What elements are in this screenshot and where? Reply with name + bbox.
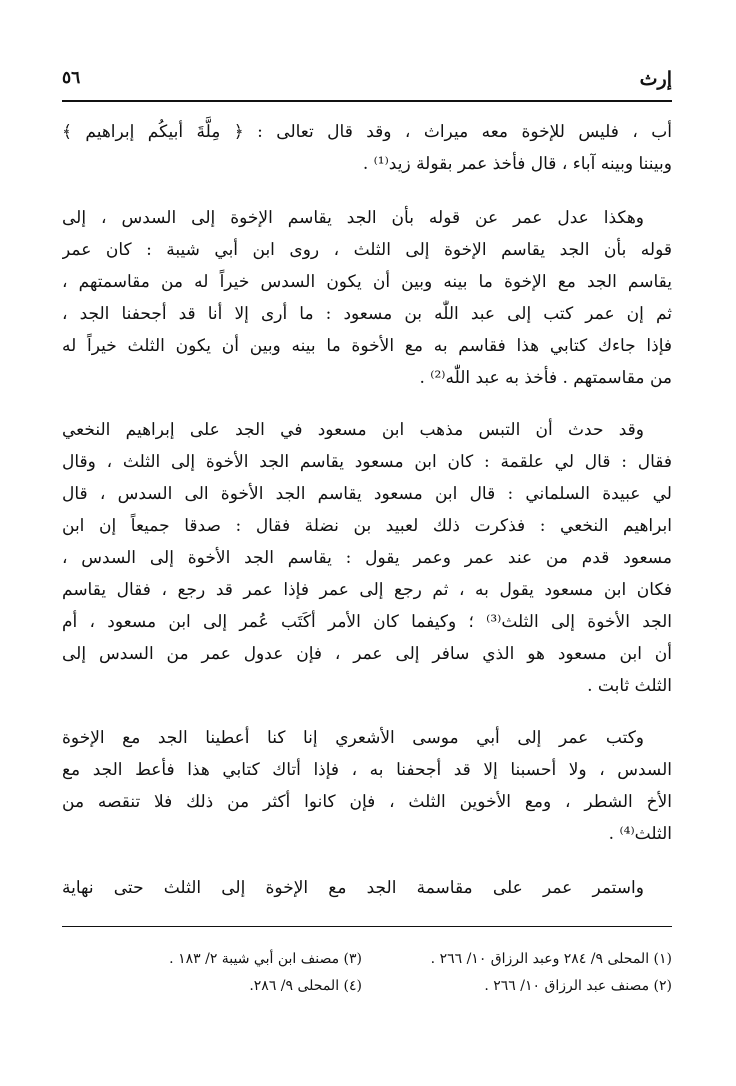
footnotes-column-left	[62, 946, 362, 1000]
footnotes-column-right	[372, 946, 672, 1000]
text-line: الثلث⁽⁴⁾ .	[608, 824, 672, 844]
text-line: الثلث ثابت .	[587, 676, 672, 696]
text-line: واستمر عمر على مقاسمة الجد مع الإخوة إلى الثلث حتى نهاية	[62, 878, 644, 898]
text-line: لي عبيدة السلماني : قال ابن مسعود يقاسم الجد الأخوة الى السدس ، قال	[62, 484, 672, 504]
text-line: وبيننا وبينه آباء ، قال فأخذ عمر بقولة زيد⁽¹⁾ .	[362, 154, 672, 174]
paragraph-5	[62, 872, 672, 904]
paragraph-2	[62, 202, 672, 394]
footnote-divider	[62, 926, 672, 927]
text-line: وهكذا عدل عمر عن قوله بأن الجد يقاسم الإخوة إلى السدس ، إلى	[62, 208, 644, 228]
header-divider	[62, 100, 672, 102]
text-line: فإذا جاءك كتابي هذا فقاسم به مع الأخوة ما بينه وبين أن يكون الثلث خيراً له	[62, 336, 672, 356]
paragraph-4	[62, 722, 672, 850]
footnote-4: (٤) المحلى ٩/ ٢٨٦.	[249, 978, 362, 994]
paragraph-3	[62, 414, 672, 702]
text-line: أب ، فليس للإخوة معه ميراث ، وقد قال تعالى : ﴿ مِلَّةَ أبيكُم إبراهيم ﴾	[62, 122, 672, 142]
main-text	[62, 116, 672, 904]
text-line: قوله بأن الجد يقاسم الإخوة إلى الثلث ، روى ابن أبي شيبة : كان عمر	[62, 240, 672, 260]
running-head-title: إرث	[639, 68, 672, 90]
text-line: وكتب عمر إلى أبي موسى الأشعري إنا كنا أعطينا الجد مع الإخوة	[62, 728, 644, 748]
text-line: الجد الأخوة إلى الثلث⁽³⁾ ؛ وكيفما كان الأمر أكَتَب عُمر إلى ابن مسعود ، أم	[62, 612, 672, 632]
page-number: ٥٦	[62, 68, 81, 88]
text-line: السدس ، ولا أحسبنا إلا قد أجحفنا به ، فإذا أتاك كتابي هذا فأعط الجد مع	[62, 760, 672, 780]
text-line: فكان ابن مسعود يقول به ، ثم رجع إلى عمر فإذا عمر قد رجع ، فقال يقاسم	[62, 580, 672, 600]
footnote-1: (١) المحلى ٩/ ٢٨٤ وعبد الرزاق ١٠/ ٢٦٦ .	[430, 951, 672, 967]
text-line: فقال : قال لي علقمة : كان ابن مسعود يقاسم الجد الأخوة إلى الثلث ، وقال	[62, 452, 672, 472]
text-line: ابراهيم النخعي : فذكرت ذلك لعبيد بن نضلة فقال : صدقا جميعاً إن ابن	[62, 516, 672, 536]
text-line: وقد حدث أن التبس مذهب ابن مسعود في الجد على إبراهيم النخعي	[62, 420, 644, 440]
text-line: الأخ الشطر ، ومع الأخوين الثلث ، فإن كانوا أكثر من ذلك فلا تنقصه من	[62, 792, 672, 812]
footnote-2: (٢) مصنف عبد الرزاق ١٠/ ٢٦٦ .	[484, 978, 672, 994]
text-line: من مقاسمتهم . فأخذ به عبد اللّٰه⁽²⁾ .	[419, 368, 672, 388]
page-header	[62, 68, 672, 96]
text-line: أن ابن مسعود هو الذي سافر إلى عمر ، فإن عدول عمر من السدس إلى	[62, 644, 672, 664]
text-line: مسعود قدم من عند عمر وعمر يقول : يقاسم الجد الأخوة إلى السدس ،	[62, 548, 672, 568]
text-line: ثم إن عمر كتب إلى عبد اللّٰه بن مسعود : ما أرى إلا أنا قد أجحفنا الجد ،	[62, 304, 672, 324]
text-line: يقاسم الجد مع الإخوة ما بينه وبين أن يكون السدس خيراً له من مقاسمتهم ،	[62, 272, 672, 292]
footnote-3: (٣) مصنف ابن أبي شيبة ٢/ ١٨٣ .	[169, 951, 362, 967]
paragraph-1	[62, 116, 672, 180]
